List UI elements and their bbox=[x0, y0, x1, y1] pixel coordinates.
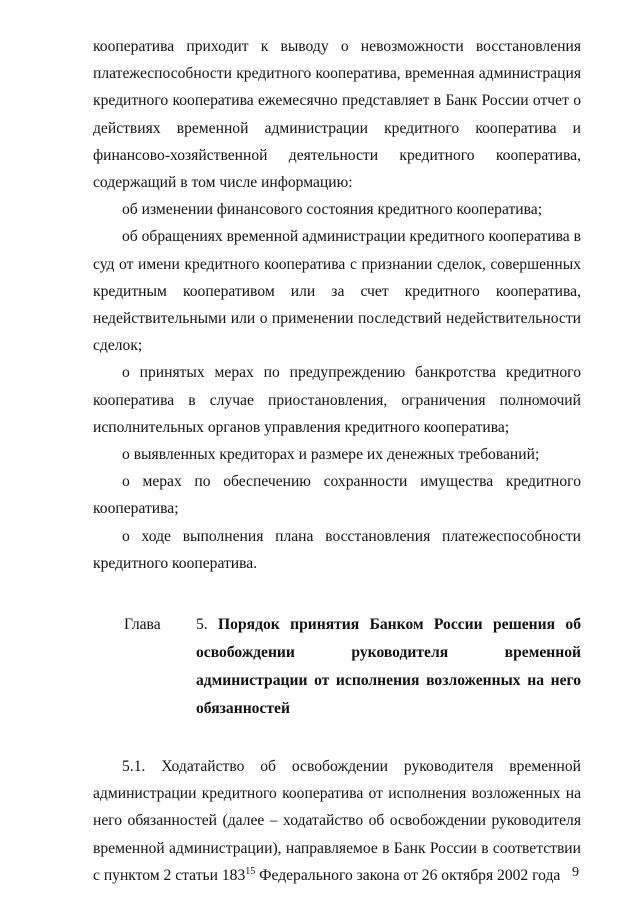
chapter-heading bbox=[93, 611, 581, 723]
paragraph-report-intro: кооператива приходит к выводу о невозможности восстановления платежеспособности кредитного кооператива, временная администрация кредитного кооператива ежемесячно представляет в Банк России отчет о действиях временной администрации кредитного кооператива и финансово-хозяйственной деятельности кредитного кооператива, содержащий в том числе информацию: bbox=[93, 38, 581, 192]
chapter-label bbox=[93, 611, 196, 638]
chapter-title bbox=[196, 611, 581, 723]
list-item-property-safety: о мерах по обеспечению сохранности имущества кредитного кооператива; bbox=[93, 473, 581, 518]
list-item-bankruptcy-measures: о принятых мерах по предупреждению банкротства кредитного кооператива в случае приостановления, ограничения полномочий исполнительных органов управления кредитного кооператива; bbox=[93, 364, 581, 436]
list-item-creditors: о выявленных кредиторах и размере их денежных требований; bbox=[122, 446, 540, 464]
chapter-title-text: Порядок принятия Банком России решения об освобождении руководителя временной администрации от исполнения возложенных на него обязанностей bbox=[196, 616, 581, 718]
section-5-1-text: 5.1. Ходатайство об освобождении руководителя временной администрации кредитного кооператива от исполнения возложенных на него обязанностей (далее – ходатайство об освобождении руководителя временной администрации), направляемое в Банк России в соответствии с пунктом 2 статьи 183 bbox=[93, 758, 581, 884]
chapter-word: Глава bbox=[124, 616, 161, 634]
section-5-1-text-end: Федерального закона от 26 октября 2002 года bbox=[255, 866, 561, 884]
chapter-number: 5. bbox=[196, 616, 208, 634]
list-item-court-appeals: об обращениях временной администрации кредитного кооператива в суд от имени кредитного кооператива с признании сделок, совершенных кредитным кооперативом или за счет кредитного кооператива, недействительными или о применении последствий недействительности сделок; bbox=[93, 228, 581, 355]
article-superscript: 15 bbox=[245, 865, 256, 877]
document-body bbox=[93, 33, 581, 889]
section-5-1-paragraph bbox=[93, 753, 581, 889]
list-item-recovery-plan: о ходе выполнения плана восстановления платежеспособности кредитного кооператива. bbox=[93, 527, 581, 572]
page-number: 9 bbox=[572, 865, 579, 880]
list-item-financial-state: об изменении финансового состояния кредитного кооператива; bbox=[122, 201, 543, 219]
